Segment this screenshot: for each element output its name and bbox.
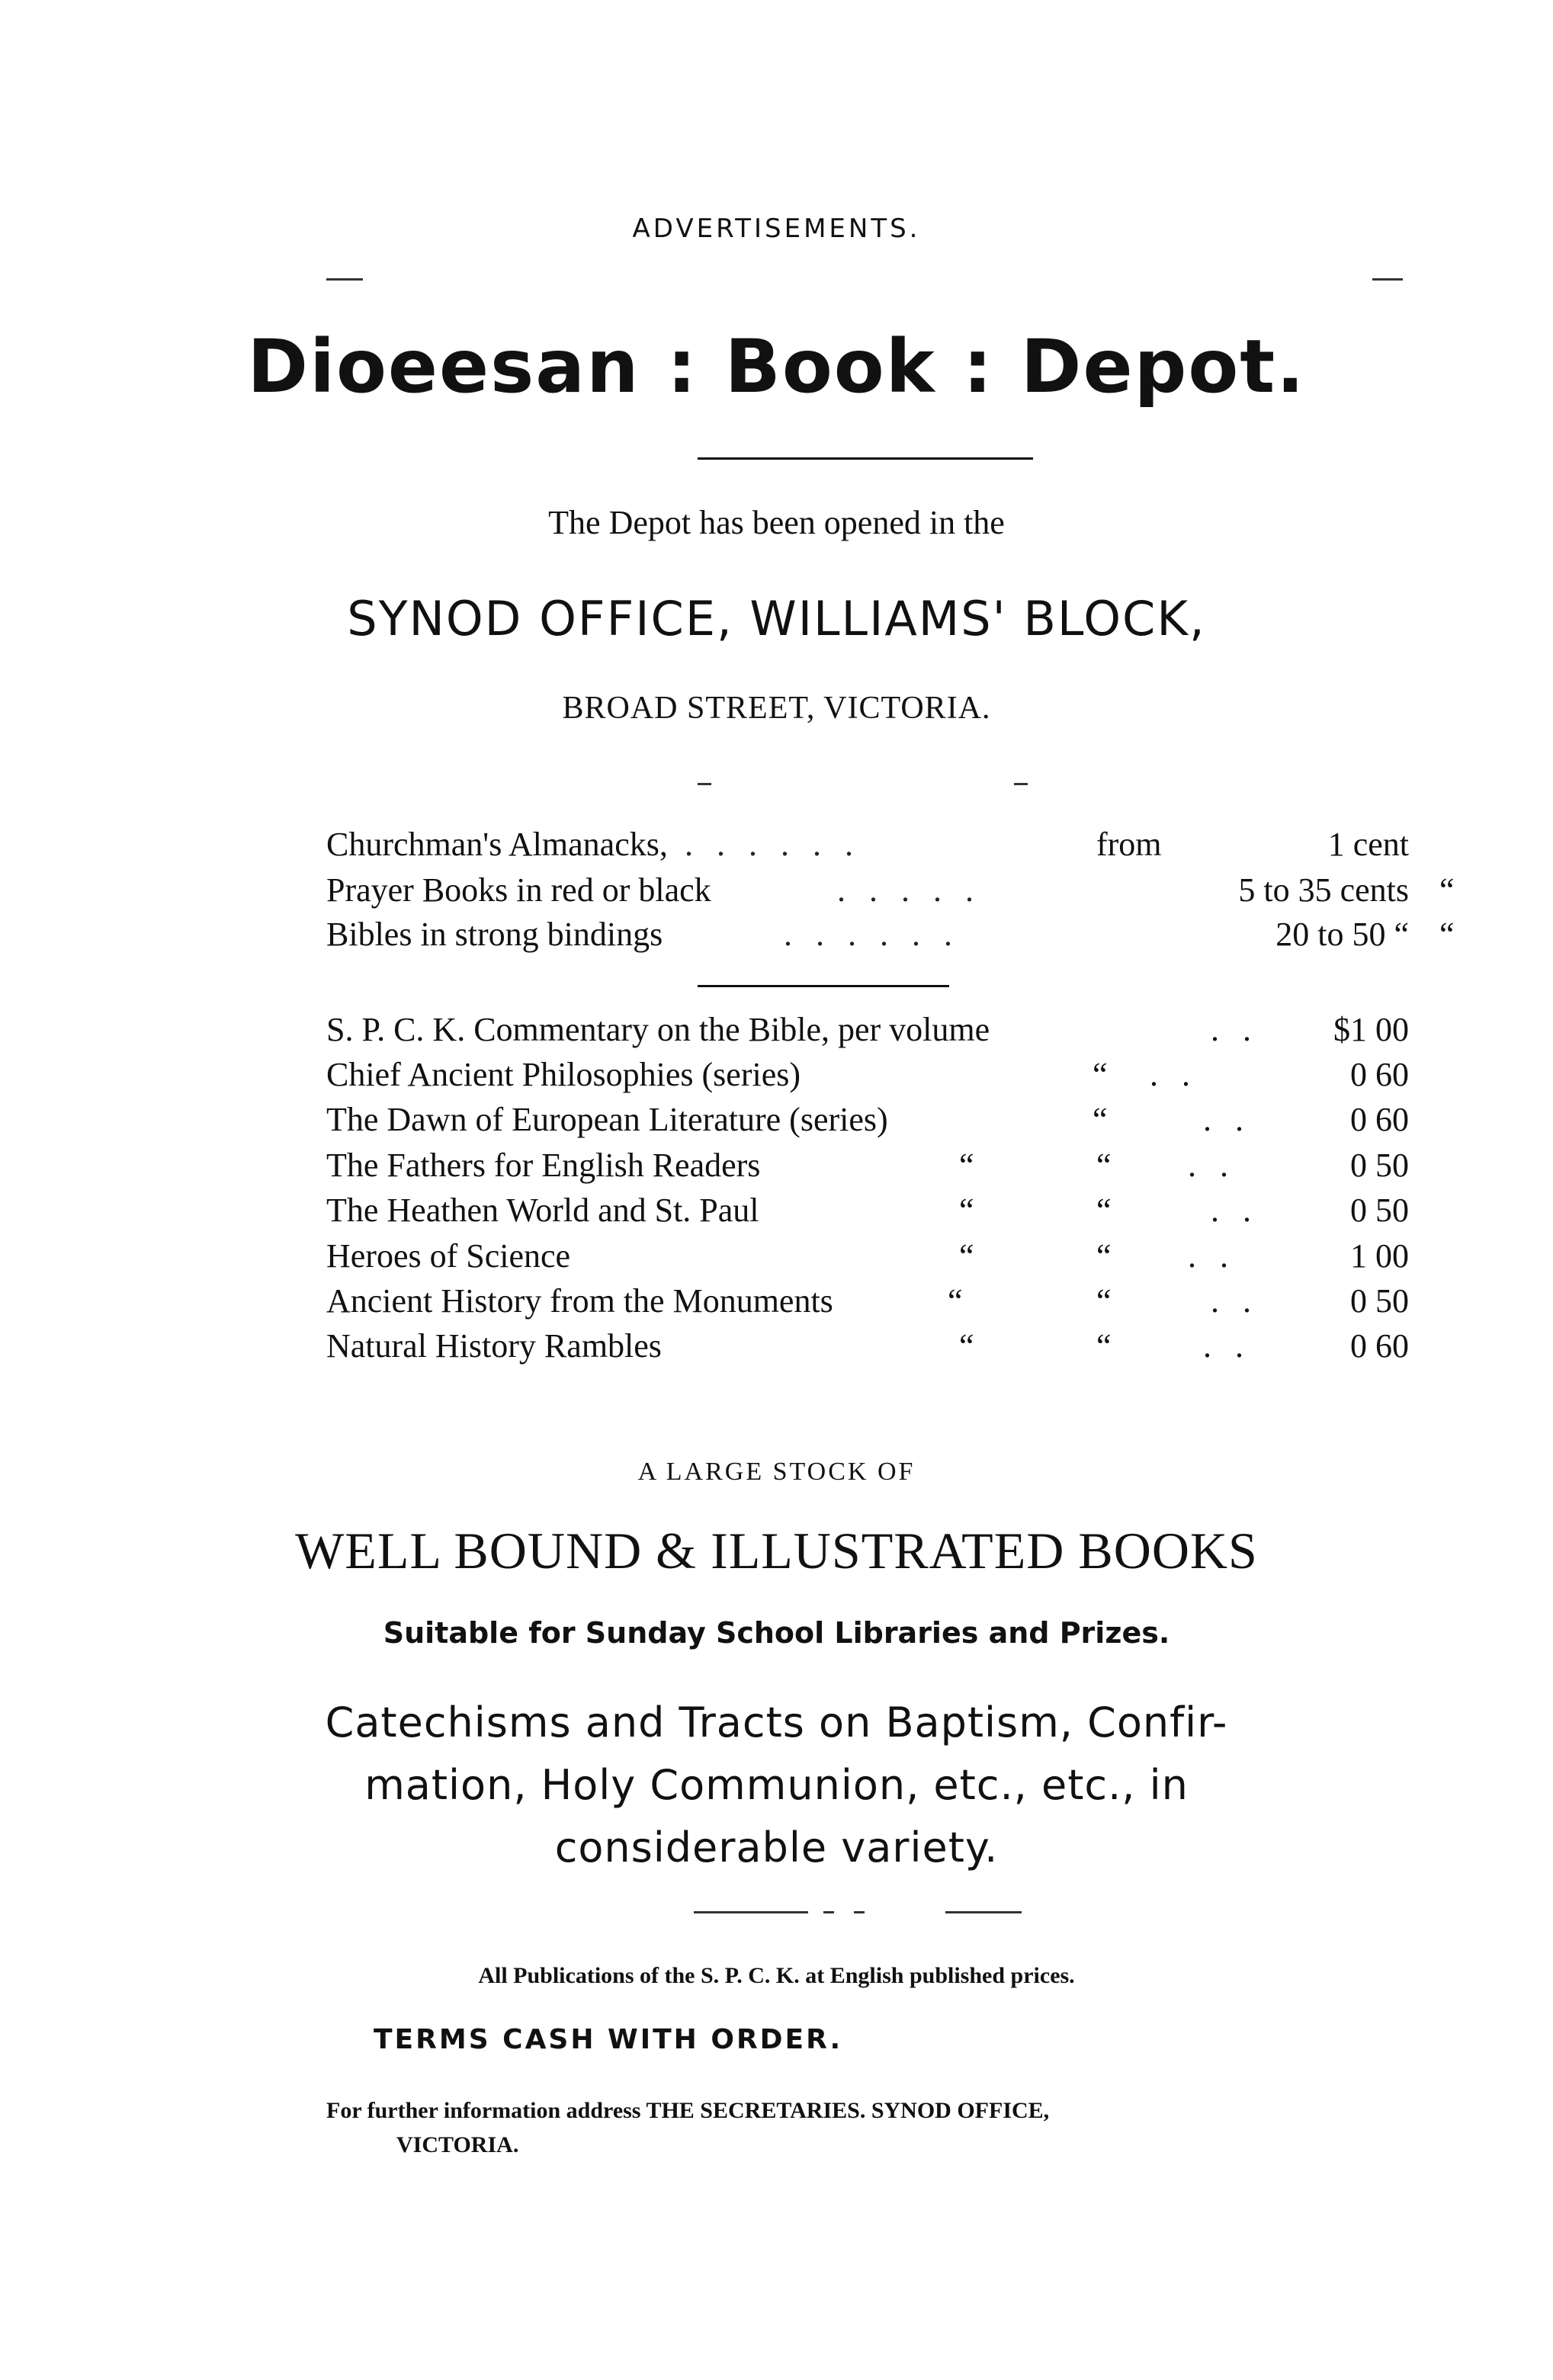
item-title: The Fathers for English Readers (326, 1147, 761, 1184)
leader-dots: . . (1211, 1282, 1259, 1320)
leader-dots: . . . . . . (784, 916, 960, 953)
catechisms-line: mation, Holy Communion, etc., etc., in (364, 1761, 1189, 1809)
ditto-mark: “ (959, 1192, 974, 1229)
ditto-mark: “ (959, 1327, 974, 1365)
list-item (326, 825, 1409, 868)
list-item (326, 1191, 1409, 1233)
list-item (326, 1146, 1409, 1188)
leader-dots: . . (1211, 1011, 1259, 1048)
leader-dots: . . (1203, 1101, 1251, 1138)
item-price: 0 50 (1350, 1147, 1409, 1184)
item-title: Chief Ancient Philosophies (series) (326, 1056, 801, 1093)
terms-line: TERMS CASH WITH ORDER. (374, 2024, 843, 2055)
leader-dots: . . . . . . (685, 826, 861, 863)
office-heading: SYNOD OFFICE, WILLIAMS' BLOCK, (347, 591, 1206, 646)
list-item (326, 1237, 1409, 1279)
page-title: Dioeesan : Book : Depot. (247, 324, 1306, 409)
ditto-mark: “ (1096, 1147, 1112, 1184)
running-head: ADVERTISEMENTS. (632, 213, 921, 244)
ditto-mark: “ (948, 1282, 963, 1320)
ditto-mark: “ (1096, 1327, 1112, 1365)
contact-line: VICTORIA. (396, 2132, 519, 2157)
leader-dots: . . (1188, 1237, 1236, 1275)
item-price: 0 60 (1350, 1056, 1409, 1093)
ornament-dash-right (1372, 278, 1403, 281)
item-title: Prayer Books in red or black (326, 871, 711, 909)
item-price: 0 50 (1350, 1282, 1409, 1320)
item-price: 0 50 (1350, 1192, 1409, 1229)
item-price: 5 to 35 cents (1238, 871, 1409, 909)
stock-heading: A LARGE STOCK OF (637, 1458, 916, 1486)
item-title: Natural History Rambles (326, 1327, 662, 1365)
ornament-rule (823, 1911, 834, 1913)
list-item (326, 1100, 1409, 1143)
item-price: 0 60 (1350, 1101, 1409, 1138)
ditto-mark: “ (1093, 1101, 1108, 1138)
ornament-rule (694, 1911, 808, 1913)
title-rule (698, 457, 1033, 460)
ditto-mark: “ (959, 1147, 974, 1184)
suitable-line: Suitable for Sunday School Libraries and Prizes. (383, 1616, 1170, 1650)
ditto-mark: “ (1096, 1192, 1112, 1229)
item-title: The Dawn of European Literature (series) (326, 1101, 888, 1138)
item-from: from (1096, 826, 1162, 863)
section-mark-left (698, 783, 711, 785)
list-divider (698, 985, 949, 987)
ditto-mark: “ (1439, 871, 1455, 909)
ditto-mark: “ (959, 1237, 974, 1275)
item-title: Churchman's Almanacks, (326, 826, 668, 863)
list-item (326, 1055, 1409, 1098)
ditto-mark: “ (1439, 916, 1455, 953)
item-title: Heroes of Science (326, 1237, 571, 1275)
ornament-rule (945, 1911, 1022, 1913)
item-price: 20 to 50 “ (1275, 916, 1409, 953)
item-title: The Heathen World and St. Paul (326, 1192, 759, 1229)
catechisms-line: Catechisms and Tracts on Baptism, Confir- (325, 1698, 1228, 1747)
item-price: 0 60 (1350, 1327, 1409, 1365)
list-item (326, 915, 1455, 957)
leader-dots: . . . . . (837, 871, 981, 909)
item-title: Ancient History from the Monuments (326, 1282, 833, 1320)
ditto-mark: “ (1096, 1237, 1112, 1275)
leader-dots: . . (1188, 1147, 1236, 1184)
item-price: $1 00 (1333, 1011, 1409, 1048)
intro-line: The Depot has been opened in the (548, 504, 1005, 541)
ornament-dash-left (326, 278, 363, 281)
ornament-rule (854, 1911, 865, 1913)
item-price: 1 00 (1350, 1237, 1409, 1275)
contact-line: For further information address THE SECRETARIES. SYNOD OFFICE, (326, 2098, 1050, 2123)
list-item (326, 1281, 1409, 1324)
leader-dots: . . (1211, 1192, 1259, 1229)
list-item (326, 871, 1455, 913)
item-price: 1 cent (1327, 826, 1409, 863)
catechisms-line: considerable variety. (554, 1823, 999, 1872)
ditto-mark: “ (1093, 1056, 1108, 1093)
leader-dots: . . (1150, 1056, 1198, 1093)
list-item (326, 1010, 1409, 1053)
street-address: BROAD STREET, VICTORIA. (562, 691, 991, 726)
item-title: S. P. C. K. Commentary on the Bible, per volume (326, 1011, 990, 1048)
leader-dots: . . (1203, 1327, 1251, 1365)
item-title: Bibles in strong bindings (326, 916, 663, 953)
publications-note: All Publications of the S. P. C. K. at English published prices. (478, 1963, 1075, 1988)
section-mark-right (1014, 783, 1028, 785)
list-item (326, 1326, 1409, 1369)
ditto-mark: “ (1096, 1282, 1112, 1320)
stock-title: WELL BOUND & ILLUSTRATED BOOKS (295, 1522, 1258, 1580)
